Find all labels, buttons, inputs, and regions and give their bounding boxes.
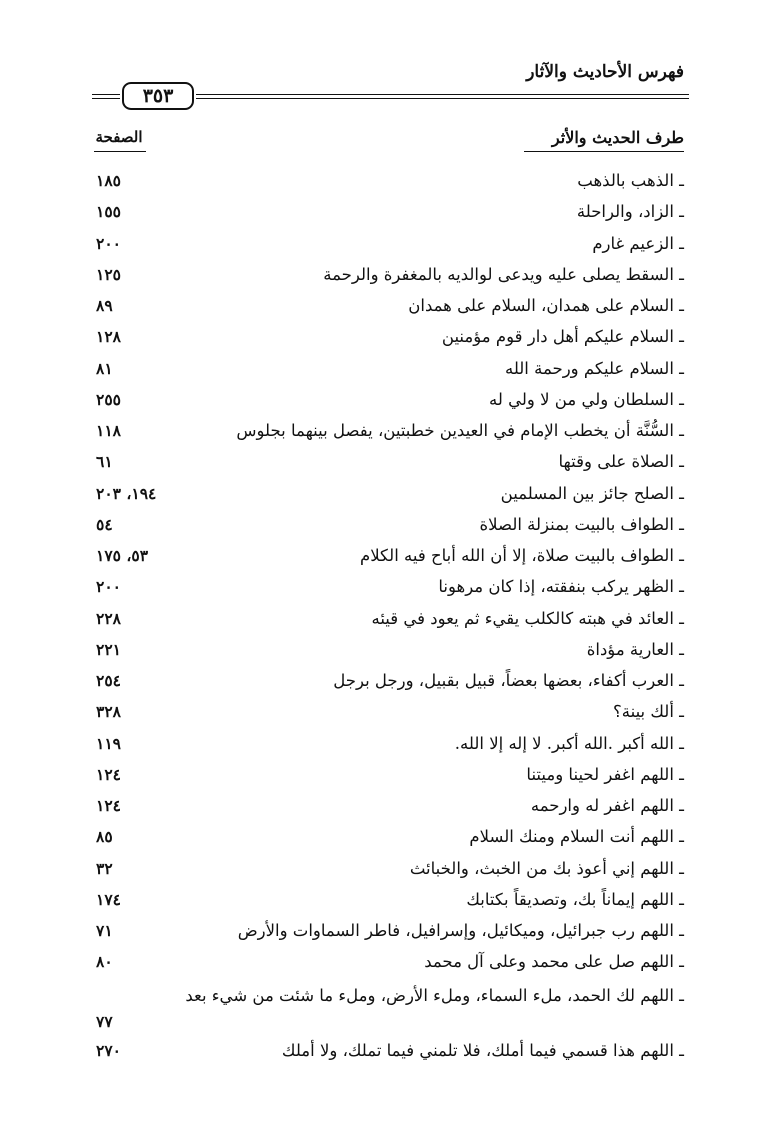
entry-page-number: ٢٢١ bbox=[96, 639, 121, 659]
entry-page-number: ٢٠٠ bbox=[96, 577, 121, 597]
entry-text: ـ الطواف بالبيت بمنزلة الصلاة bbox=[479, 514, 684, 534]
index-entry bbox=[0, 480, 762, 511]
entry-page-number: ١١٨ bbox=[96, 421, 121, 440]
entry-page-number: ١١٩ bbox=[96, 733, 121, 753]
entry-page-number: ١٢٥ bbox=[96, 264, 121, 284]
index-entry bbox=[0, 292, 762, 323]
entry-text: ـ اللهم صل على محمد وعلى آل محمد bbox=[424, 952, 684, 972]
index-entry bbox=[0, 917, 762, 948]
index-entry bbox=[0, 792, 762, 823]
entry-page-number: ٢٥٥ bbox=[96, 389, 121, 409]
index-entry bbox=[0, 573, 762, 604]
entry-page-number: ٧٧ bbox=[96, 1011, 113, 1031]
index-entry bbox=[0, 448, 762, 479]
entry-page-number: ٣٢٨ bbox=[96, 702, 121, 722]
entry-page-number: ٧١ bbox=[96, 921, 113, 940]
index-entries bbox=[0, 167, 762, 1068]
entry-text: ـ الزعيم غارم bbox=[592, 233, 684, 253]
index-entry bbox=[0, 230, 762, 261]
entry-page-number: ١٧٤ bbox=[96, 889, 121, 909]
entry-text: ـ الصلاة على وقتها bbox=[558, 452, 684, 472]
entry-page-number: ٨٩ bbox=[96, 296, 113, 315]
entry-text: ـ الذهب بالذهب bbox=[577, 171, 684, 190]
column-heading-underline bbox=[94, 151, 146, 152]
entry-text: ـ العائد في هبته كالكلب يقيء ثم يعود في قيئه bbox=[371, 608, 684, 628]
index-entry bbox=[0, 417, 762, 448]
entry-page-number: ٦١ bbox=[96, 452, 113, 472]
entry-text: ـ السُّنَّة أن يخطب الإمام في العيدين خطبتين، يفصل بينهما بجلوس bbox=[236, 421, 684, 440]
index-entry bbox=[0, 261, 762, 292]
index-entry bbox=[0, 698, 762, 729]
entry-text: ـ السلطان ولي من لا ولي له bbox=[489, 389, 684, 409]
entry-page-number: ١٢٤ bbox=[96, 764, 121, 784]
entry-text: ـ السقط يصلى عليه ويدعى لوالديه بالمغفرة والرحمة bbox=[323, 264, 684, 284]
entry-page-number: ٥٤ bbox=[96, 514, 113, 534]
entry-text: ـ السلام عليكم ورحمة الله bbox=[504, 358, 684, 378]
entry-text: ـ اللهم رب جبرائيل، وميكائيل، وإسرافيل، فاطر السماوات والأرض bbox=[237, 921, 684, 940]
entry-page-number: ٣٢ bbox=[96, 858, 113, 878]
header-rule-right bbox=[196, 94, 689, 99]
entry-text: ـ الصلح جائز بين المسلمين bbox=[500, 483, 684, 503]
entry-page-number: ٢٠٠ bbox=[96, 233, 121, 253]
entry-text: ـ اللهم إني أعوذ بك من الخبث، والخبائث bbox=[409, 858, 684, 878]
index-entry bbox=[0, 948, 762, 979]
page-header-title: فهرس الأحاديث والآثار bbox=[526, 62, 684, 82]
index-entry bbox=[0, 605, 762, 636]
entry-text: ـ الطواف بالبيت صلاة، إلا أن الله أباح فيه الكلام bbox=[360, 546, 684, 565]
index-entry bbox=[0, 636, 762, 667]
entry-text: ـ العرب أكفاء، بعضها بعضاً، قبيل بقبيل، ورجل برجل bbox=[333, 671, 684, 690]
index-entry bbox=[0, 886, 762, 917]
entry-page-number: ١٥٥ bbox=[96, 202, 121, 222]
entry-page-number: ٢٢٨ bbox=[96, 608, 121, 628]
entry-page-number: ٢٧٠ bbox=[96, 1040, 121, 1060]
index-entry bbox=[0, 667, 762, 698]
entry-text: ـ الظهر يركب بنفقته، إذا كان مرهونا bbox=[438, 577, 684, 597]
index-entry bbox=[0, 198, 762, 229]
entry-text: ـ اللهم لك الحمد، ملء السماء، وملء الأرض، وملء ما شئت من شيء بعد bbox=[185, 985, 684, 1005]
entry-text: ـ اللهم هذا قسمي فيما أملك، فلا تلمني فيما تملك، ولا أملك bbox=[281, 1040, 684, 1060]
entry-text: ـ اللهم اغفر لحينا وميتنا bbox=[526, 764, 684, 784]
index-entry bbox=[0, 1037, 762, 1068]
entry-page-number: ١٢٨ bbox=[96, 327, 121, 347]
index-entry bbox=[0, 167, 762, 198]
column-heading-underline bbox=[524, 151, 684, 152]
entry-text: ـ العارية مؤداة bbox=[586, 639, 684, 659]
index-entry bbox=[0, 386, 762, 417]
index-entry bbox=[0, 855, 762, 886]
entry-page-number: ٢٥٤ bbox=[96, 671, 121, 690]
index-entry bbox=[0, 761, 762, 792]
index-entry bbox=[0, 511, 762, 542]
entry-text: ـ السلام على همدان، السلام على همدان bbox=[408, 296, 684, 315]
index-entry bbox=[0, 542, 762, 573]
entry-text: ـ اللهم اغفر له وارحمه bbox=[530, 796, 684, 815]
column-heading-page: الصفحة bbox=[95, 128, 143, 146]
entry-page-number: ٨٠ bbox=[96, 952, 113, 972]
entry-page-number: ١٢٤ bbox=[96, 796, 121, 815]
page-number-badge: ٣٥٣ bbox=[122, 82, 194, 110]
entry-page-number: ١٨٥ bbox=[96, 171, 121, 190]
entry-page-number: ٨١ bbox=[96, 358, 113, 378]
entry-page-number: ٨٥ bbox=[96, 827, 113, 847]
index-entry bbox=[0, 980, 762, 1037]
index-entry bbox=[0, 323, 762, 354]
entry-text: ـ الزاد، والراحلة bbox=[576, 202, 684, 222]
index-entry bbox=[0, 730, 762, 761]
entry-page-number: ٥٣، ١٧٥ bbox=[96, 546, 149, 565]
header-rule-left bbox=[92, 94, 120, 99]
entry-text: ـ السلام عليكم أهل دار قوم مؤمنين bbox=[441, 327, 684, 347]
entry-text: ـ اللهم إيماناً بك، وتصديقاً بكتابك bbox=[466, 889, 684, 909]
entry-page-number: ١٩٤، ٢٠٣ bbox=[96, 483, 157, 503]
index-entry bbox=[0, 355, 762, 386]
entry-text: ـ اللهم أنت السلام ومنك السلام bbox=[469, 827, 684, 847]
entry-text: ـ ألك بينة؟ bbox=[613, 702, 684, 722]
index-entry bbox=[0, 823, 762, 854]
column-heading-hadith: طرف الحديث والأثر bbox=[551, 128, 684, 147]
entry-text: ـ الله أكبر .الله أكبر. لا إله إلا الله. bbox=[454, 733, 684, 753]
